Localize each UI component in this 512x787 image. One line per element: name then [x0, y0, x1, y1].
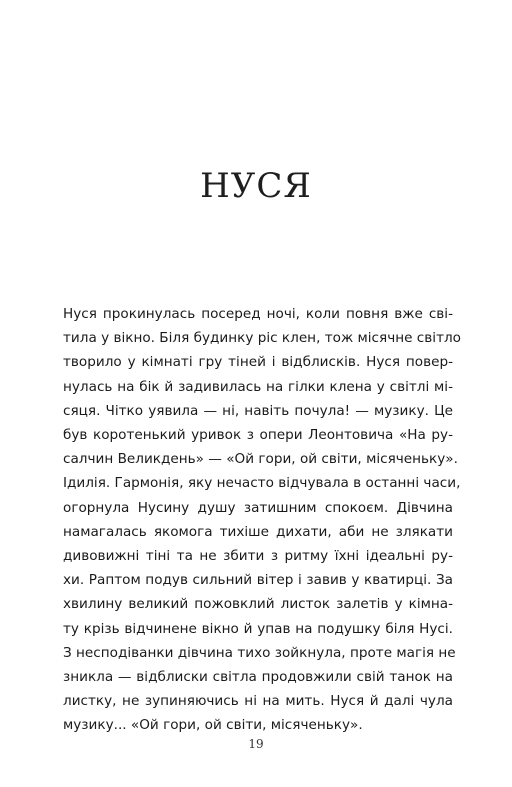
text-line: дивовижні тіні та не збити з ритму їхні ідеальні ру- [63, 548, 453, 565]
page-number: 19 [248, 737, 264, 751]
text-line: хвилину великий пожовклий листок залетів у кімна- [63, 596, 453, 613]
text-line: нулась на бік й задивилась на гілки клена у світлі мі- [63, 378, 453, 395]
text-line: салчин Великдень» — «Ой гори, ой світи, місяченьку». [63, 451, 458, 468]
text-line: тила у вікно. Біля будинку ріс клен, тож місячне світло [63, 330, 461, 347]
text-line: Ідилія. Гармонія, яку нечасто відчувала в останні часи, [63, 475, 461, 492]
text-line: огорнула Нусину душу затишним спокоєм. Дівчина [63, 499, 453, 516]
text-line: З несподіванки дівчина тихо зойкнула, проте магія не [63, 644, 456, 661]
chapter-title: НУСЯ [200, 166, 312, 206]
text-line: творило у кімнаті гру тіней і відблисків. Нуся повер- [63, 354, 453, 371]
text-line: сяця. Чітко уявила — ні, навіть почула! — музику. Це [63, 402, 453, 419]
text-line: ту крізь відчинене вікно й упав на подушку біля Нусі. [63, 620, 453, 637]
text-line: намагалась якомога тихіше дихати, аби не злякати [63, 523, 453, 540]
text-line: хи. Раптом подув сильний вітер і завив у кватирці. За [63, 572, 453, 589]
text-line: Нуся прокинулась посеред ночі, коли повня вже сві- [63, 306, 453, 322]
text-line: листку, не зупиняючись ні на мить. Нуся й далі чула [63, 693, 453, 710]
text-line: зникла — відблиски світла продовжили свій танок на [63, 669, 453, 686]
body-paragraph [63, 302, 461, 738]
text-line: був коротенький уривок з опери Леонтовича «На ру- [63, 427, 453, 444]
text-line: музику... «Ой гори, ой світи, місяченьку». [63, 717, 363, 734]
